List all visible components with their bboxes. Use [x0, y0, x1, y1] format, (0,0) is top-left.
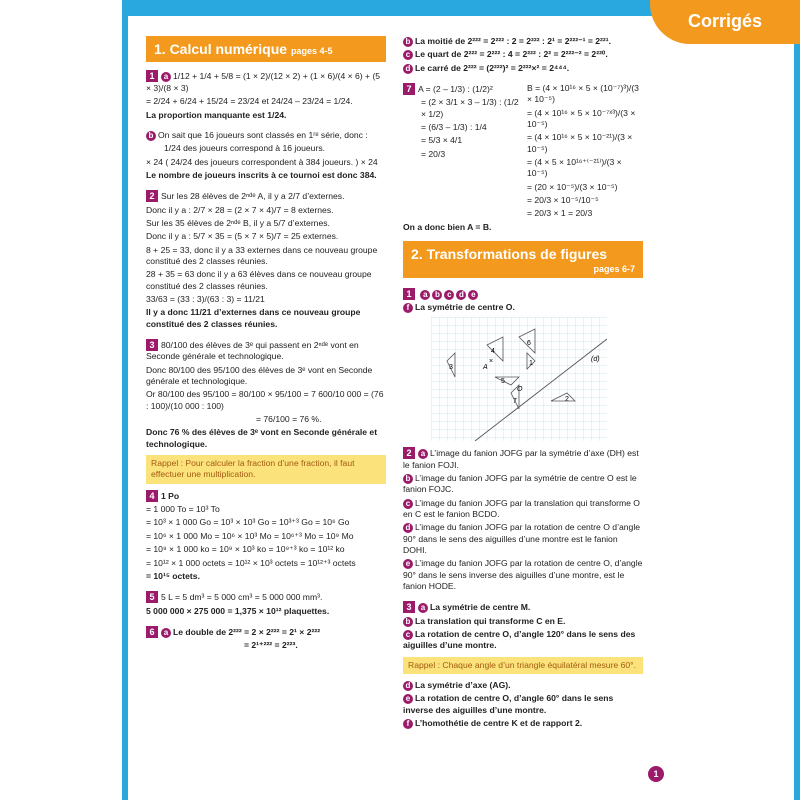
section-2-pages: pages 6-7	[593, 263, 635, 274]
label-1: 1	[529, 360, 533, 368]
ex2-line3: Sur les 35 élèves de 2ⁿᵈᵉ B, il y a 5/7 d’externes.	[146, 217, 330, 228]
ex7-B5: = (20 × 10⁻⁵)/(3 × 10⁻⁵)	[527, 181, 618, 192]
t3-e: La rotation de centre O, d’angle 60° dans le sens inverse des aiguilles d’une montre.	[403, 693, 614, 715]
item-letter: b	[403, 474, 413, 484]
section-1-header	[146, 36, 386, 62]
section-1-pages: pages 4-5	[290, 46, 333, 56]
item-letter: f	[403, 303, 413, 313]
ex1-b-line2: 1/24 des joueurs correspond à 16 joueurs.	[164, 143, 325, 154]
exercise-2	[146, 190, 386, 330]
ex4-line1: = 1 000 To = 10³ To	[146, 504, 220, 515]
t3-f: L’homothétie de centre K et de rapport 2.	[415, 718, 583, 729]
ex1-b-line3: × 24 ( 24/24 des joueurs correspondent à 384 joueurs. ) × 24	[146, 156, 378, 167]
ex2-line4: Donc il y a : 5/7 × 35 = (5 × 7 × 5)/7 = 25 externes.	[146, 231, 339, 242]
item-letter: c	[444, 290, 454, 300]
ex6-d: Le carré de 2²²² = (2²²²)² = 2²²²×² = 2⁴⁴⁴.	[415, 62, 570, 73]
ex7-B2: = (4 × 10¹⁶ × 5 × 10⁻⁷ˣ³)/(3 × 10⁻⁵)	[527, 107, 636, 130]
point-A-cross: ×	[489, 358, 494, 366]
ex7-B7: = 20/3 × 1 = 20/3	[527, 208, 593, 219]
ex7-B3: = (4 × 10¹⁶ × 5 × 10⁻²¹)/(3 × 10⁻⁵)	[527, 132, 633, 154]
ex7-A3: = (6/3 – 1/3) : 1/4	[421, 122, 487, 133]
item-letter: e	[403, 694, 413, 704]
ex5-line1: 5 L = 5 dm³ = 5 000 cm³ = 5 000 000 mm³.	[161, 592, 323, 603]
item-letter: a	[161, 628, 171, 638]
exercise-number: 1	[403, 288, 415, 300]
t3-b: La translation qui transforme C en E.	[415, 615, 566, 626]
transformations-grid-svg	[431, 317, 607, 441]
exercise-number: 4	[146, 490, 158, 502]
ex4-line5: = 10¹² × 1 000 octets = 10¹² × 10³ octets = 10¹²⁺³ octets	[146, 557, 356, 568]
ex2-line2: Donc il y a : 2/7 × 28 = (2 × 7 × 4)/7 = 8 externes.	[146, 204, 334, 215]
section-1-title: 1. Calcul numérique	[154, 41, 288, 57]
item-letter: e	[403, 559, 413, 569]
exercise-1	[146, 70, 386, 181]
exercise-number: 3	[403, 601, 415, 613]
t2-c: L’image du fanion JOFG par la translation qui transforme O en C est le fanion BCDO.	[403, 497, 640, 519]
right-column	[403, 36, 643, 731]
item-letter: b	[146, 131, 156, 141]
right-blue-bar	[794, 44, 800, 800]
ex3-line1: 80/100 des élèves de 3ᵉ qui passent en 2ⁿᵈᵉ vont en Seconde générale et technologique.	[146, 340, 359, 362]
left-blue-bar	[122, 16, 128, 800]
item-letter: b	[403, 617, 413, 627]
item-letter: c	[403, 630, 413, 640]
ex3-line3: Or 80/100 des 95/100 = 80/100 × 95/100 = 7 600/10 000 = (76 : 100)/(10 000 : 100)	[146, 389, 384, 411]
ex2-line1: Sur les 28 élèves de 2ⁿᵈᵉ A, il y a 2/7 d’externes.	[161, 191, 345, 202]
exercise-number: 2	[403, 447, 415, 459]
ex1-b-conclusion: Le nombre de joueurs inscrits à ce tournoi est donc 384.	[146, 169, 377, 180]
t2-a: L’image du fanion JOFG par la symétrie d’axe (DH) est le fanion FOJI.	[403, 448, 639, 470]
label-7: 7	[513, 398, 517, 406]
item-letter: d	[456, 290, 466, 300]
rappel-box-triangle: Rappel : Chaque angle d’un triangle équilatéral mesure 60°.	[403, 657, 643, 674]
ex1-a-line1: 1/12 + 1/4 + 5/8 = (1 × 2)/(12 × 2) + (1 × 6)/(4 × 6) + (5 × 3)/(8 × 3)	[146, 71, 381, 93]
exercise-number: 5	[146, 591, 158, 603]
exercise-6	[146, 626, 386, 652]
left-column	[146, 36, 386, 654]
section-2-header	[403, 241, 643, 277]
rappel-box-fractions: Rappel : Pour calculer la fraction d’une fraction, il faut effectuer une multiplication.	[146, 455, 386, 484]
label-6: 6	[527, 340, 531, 348]
item-letter: d	[403, 681, 413, 691]
label-4: 4	[491, 348, 495, 356]
t1-f: La symétrie de centre O.	[415, 301, 515, 312]
item-letter: a	[161, 72, 171, 82]
transform-exercise-3	[403, 601, 643, 729]
ex2-conclusion: Il y a donc 11/21 d’externes dans ce nouveau groupe constitué des 2 classes réunies.	[146, 307, 361, 329]
exercise-number: 1	[146, 70, 158, 82]
section-2-title: 2. Transformations de figures	[411, 246, 608, 263]
ex4-line4: = 10⁹ × 1 000 ko = 10⁹ × 10³ ko = 10⁹⁺³ ko = 10¹² ko	[146, 544, 345, 555]
ex6-a-line1: Le double de 2²²² = 2 × 2²²² = 2¹ × 2²²²	[173, 626, 321, 637]
ex6-b: La moitié de 2²²² = 2²²² : 2 = 2²²² : 2¹ = 2²²²⁻¹ = 2²²¹.	[415, 36, 612, 46]
t2-b: L’image du fanion JOFG par la symétrie de centre O est le fanion FOJC.	[403, 472, 637, 495]
ex7-A5: = 20/3	[421, 148, 446, 159]
label-5: 5	[501, 378, 505, 386]
label-A: A	[483, 364, 488, 372]
t2-e: L’image du fanion JOFG par la rotation de centre O, d’angle 90° dans le sens inverse des aiguilles d’une montre, est le fanion HODE.	[403, 558, 643, 591]
exercise-number: 3	[146, 339, 158, 351]
corriges-title: Corrigés	[688, 11, 763, 31]
transform-exercise-1	[403, 288, 643, 442]
exercise-3	[146, 339, 386, 450]
ex1-b-line1: On sait que 16 joueurs sont classés en 1ʳᵉ série, donc :	[158, 129, 368, 140]
item-letter: b	[403, 37, 413, 47]
ex4-line2: = 10³ × 1 000 Go = 10³ × 10³ Go = 10³⁺³ Go = 10⁶ Go	[146, 517, 350, 528]
ex7-conclusion: On a donc bien A = B.	[403, 221, 492, 232]
item-letter: c	[403, 50, 413, 60]
t3-a: La symétrie de centre M.	[430, 602, 531, 613]
ex3-line2: Donc 80/100 des 95/100 des élèves de 3ᵉ vont en Seconde générale et technologique.	[146, 364, 373, 387]
item-letter: c	[403, 499, 413, 509]
item-letter: d	[403, 523, 413, 533]
ex4-title: 1 Po	[161, 490, 180, 501]
item-letter: f	[403, 719, 413, 729]
page-number: 1	[648, 766, 664, 782]
t2-d: L’image du fanion JOFG par la rotation de centre O d’angle 90° dans le sens des aiguilles d’une montre est le fanion DOHI.	[403, 522, 641, 555]
ex2-line5: 8 + 25 = 33, donc il y a 33 externes dans ce nouveau groupe constitué des 2 classes réunies.	[146, 244, 378, 266]
t3-c: La rotation de centre O, d’angle 120° dans le sens des aiguilles d’une montre.	[403, 629, 636, 651]
corriges-tab	[650, 0, 800, 44]
item-letter: a	[418, 449, 428, 459]
ex5-line2: 5 000 000 × 275 000 = 1,375 × 10¹² plaquettes.	[146, 605, 330, 616]
ex1-a-conclusion: La proportion manquante est 1/24.	[146, 109, 287, 120]
item-letter: e	[468, 290, 478, 300]
exercise-5	[146, 591, 386, 617]
ex7-A1: A = (2 – 1/3) : (1/2)²	[418, 84, 493, 95]
item-letter: a	[420, 290, 430, 300]
exercise-7	[403, 83, 643, 222]
t3-d: La symétrie d’axe (AG).	[415, 680, 511, 691]
item-letter: b	[432, 290, 442, 300]
ex2-line7: 33/63 = (33 : 3)/(63 : 3) = 11/21	[146, 293, 265, 304]
ex4-line3: = 10⁶ × 1 000 Mo = 10⁶ × 10³ Mo = 10⁶⁺³ Mo = 10⁹ Mo	[146, 530, 354, 541]
ex7-A2: = (2 × 3/1 × 3 – 1/3) : (1/2 × 1/2)	[421, 97, 519, 119]
ex3-conclusion: Donc 76 % des élèves de 3ᵉ vont en Seconde générale et technologique.	[146, 427, 378, 449]
grid-figure	[431, 317, 607, 441]
ex6-c: Le quart de 2²²² = 2²²² : 4 = 2²²² : 2² = 2²²²⁻² = 2²²⁰.	[415, 49, 608, 60]
ex4-line6: = 10¹⁵ octets.	[146, 570, 200, 581]
ex7-B4: = (4 × 5 × 10¹⁶⁺⁽⁻²¹⁾)/(3 × 10⁻⁵)	[527, 157, 622, 179]
exercise-4	[146, 490, 386, 582]
ex7-B1: B = (4 × 10¹⁶ × 5 × (10⁻⁷)³)/(3 × 10⁻⁵)	[527, 83, 639, 105]
label-2: 2	[565, 396, 569, 404]
exercise-number: 2	[146, 190, 158, 202]
exercise-6-continued	[403, 36, 643, 74]
label-3: 3	[449, 364, 453, 372]
ex2-line6: 28 + 35 = 63 donc il y a 63 élèves dans ce nouveau groupe constitué des 2 classes réunies.	[146, 269, 372, 291]
exercise-number: 6	[146, 626, 158, 638]
ex6-a-line2: = 2¹⁺²²² = 2²²³.	[244, 640, 298, 651]
ex7-A4: = 5/3 × 4/1	[421, 135, 463, 146]
exercise-number: 7	[403, 83, 415, 95]
label-O: O	[517, 386, 523, 394]
ex7-B6: = 20/3 × 10⁻⁵/10⁻⁵	[527, 195, 599, 206]
item-letter: d	[403, 64, 413, 74]
item-letter: a	[418, 603, 428, 613]
ex1-a-line2: = 2/24 + 6/24 + 15/24 = 23/24 et 24/24 – 23/24 = 1/24.	[146, 96, 353, 107]
transform-exercise-2	[403, 447, 643, 592]
label-d: (d)	[591, 356, 600, 364]
ex3-line4: = 76/100 = 76 %.	[256, 414, 322, 425]
grid-background	[431, 317, 607, 441]
